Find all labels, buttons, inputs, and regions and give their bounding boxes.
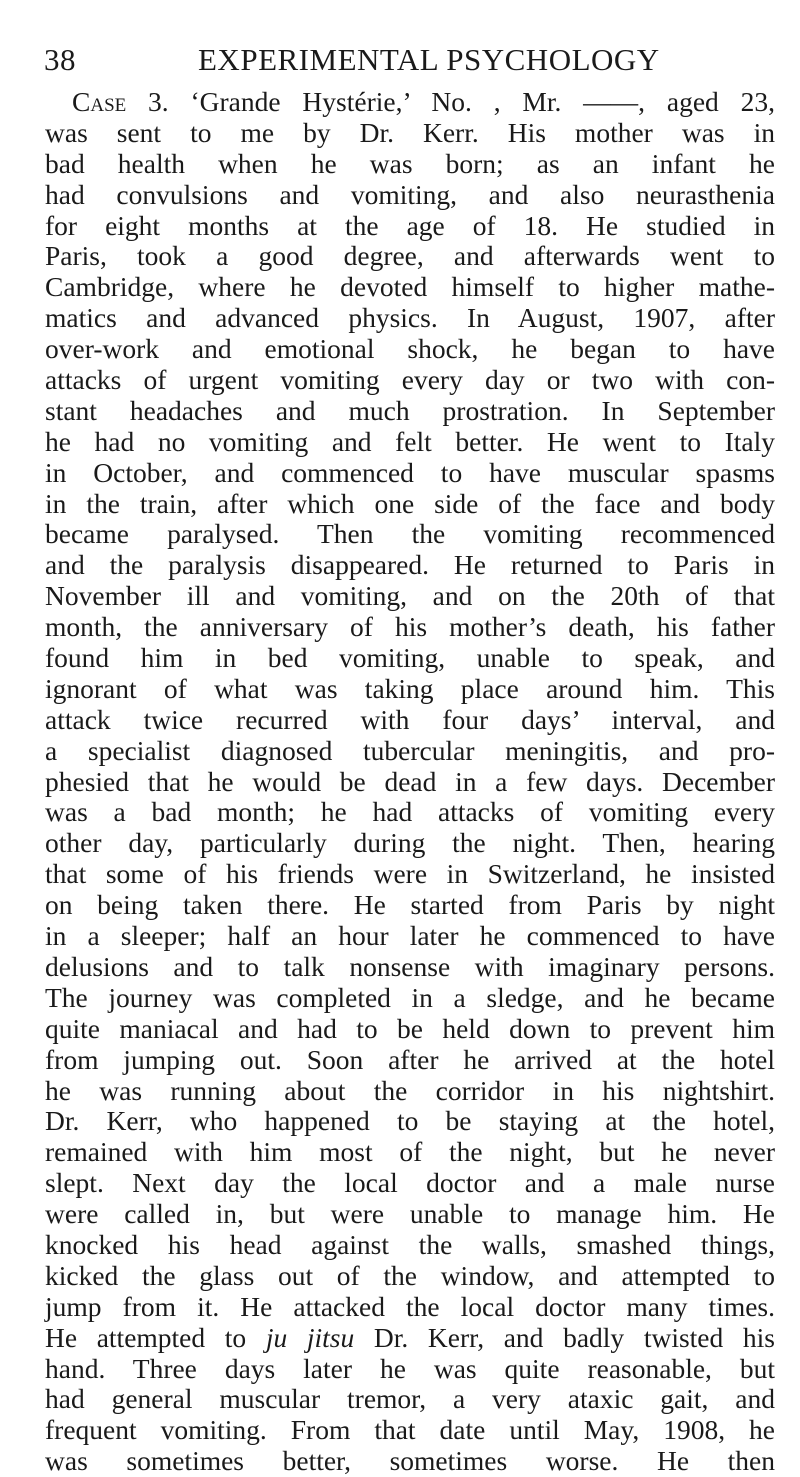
italic-term: ju jitsu	[265, 1321, 355, 1353]
paragraph-line: in a sleeper; half an hour later he commenced to have	[45, 920, 775, 952]
paragraph-line: The journey was completed in a sledge, and he became	[45, 981, 775, 1013]
running-head	[44, 40, 764, 80]
case-paragraph	[45, 87, 775, 1477]
paragraph-line: for eight months at the age of 18. He studied in	[45, 209, 775, 241]
paragraph-line: became paralysed. Then the vomiting recommenced	[45, 518, 775, 550]
paragraph-line: that some of his friends were in Switzerland, he insisted	[45, 858, 775, 890]
paragraph-line: frequent vomiting. From that date until May, 1908, he	[45, 1414, 775, 1446]
page-number: 38	[44, 42, 76, 77]
paragraph-line: on being taken there. He started from Paris by night	[45, 889, 775, 921]
paragraph-line: attacks of urgent vomiting every day or two with con-	[45, 364, 775, 396]
line-text: Dr. Kerr, and badly twisted his	[354, 1321, 775, 1353]
paragraph-line: had convulsions and vomiting, and also neurasthenia	[45, 178, 775, 210]
paragraph-line: a specialist diagnosed tubercular meningitis, and pro-	[45, 734, 775, 766]
paragraph-line: he had no vomiting and felt better. He went to Italy	[45, 425, 775, 457]
paragraph-line: delusions and to talk nonsense with imaginary persons.	[45, 950, 775, 982]
paragraph-line: in October, and commenced to have muscular spasms	[45, 456, 775, 488]
paragraph-line: jump from it. He attacked the local doctor many times.	[45, 1290, 775, 1322]
paragraph-line: remained with him most of the night, but he never	[45, 1136, 775, 1168]
paragraph-line: over-work and emotional shock, he began to have	[45, 333, 775, 365]
paragraph-line: bad health when he was born; as an infant he	[45, 147, 775, 179]
paragraph-line: were called in, but were unable to manage him. He	[45, 1198, 775, 1230]
paragraph-line: in the train, after which one side of the face and body	[45, 487, 775, 519]
paragraph-line: Cambridge, where he devoted himself to higher mathe-	[45, 271, 775, 303]
paragraph-line: Paris, took a good degree, and afterwards went to	[45, 240, 775, 272]
paragraph-line: from jumping out. Soon after he arrived at the hotel	[45, 1043, 775, 1075]
paragraph-line	[45, 1323, 775, 1354]
paragraph-line: was sent to me by Dr. Kerr. His mother was in	[45, 116, 775, 148]
paragraph-line: he was running about the corridor in his nightshirt.	[45, 1074, 775, 1106]
paragraph-line: and the paralysis disappeared. He returned to Paris in	[45, 549, 775, 581]
paragraph-line: found him in bed vomiting, unable to speak, and	[45, 642, 775, 674]
paragraph-line: phesied that he would be dead in a few days. December	[45, 765, 775, 797]
paragraph-line: attack twice recurred with four days’ interval, and	[45, 703, 775, 735]
paragraph-line: slept. Next day the local doctor and a male nurse	[45, 1167, 775, 1199]
paragraph-line: matics and advanced physics. In August, 1907, after	[45, 302, 775, 334]
paragraph-line	[45, 87, 775, 118]
paragraph-line: knocked his head against the walls, smashed things,	[45, 1228, 775, 1260]
paragraph-line: ignorant of what was taking place around him. This	[45, 672, 775, 704]
paragraph-line: kicked the glass out of the window, and attempted to	[45, 1259, 775, 1291]
paragraph-line: was sometimes better, sometimes worse. He then	[45, 1445, 775, 1477]
paragraph-line: quite maniacal and had to be held down to prevent him	[45, 1012, 775, 1044]
paragraph-line: month, the anniversary of his mother’s death, his father	[45, 611, 775, 643]
paragraph-line: November ill and vomiting, and on the 20th of that	[45, 580, 775, 612]
running-title: EXPERIMENTAL PSYCHOLOGY	[198, 42, 660, 77]
paragraph-line: had general muscular tremor, a very ataxic gait, and	[45, 1383, 775, 1415]
paragraph-line: other day, particularly during the night. Then, hearing	[45, 827, 775, 859]
paragraph-line: stant headaches and much prostration. In September	[45, 394, 775, 426]
case-label: Case 3.	[72, 86, 169, 117]
paragraph-line: hand. Three days later he was quite reasonable, but	[45, 1352, 775, 1384]
line-text: He attempted to	[45, 1321, 266, 1353]
line-text: ‘Grande Hystérie,’ No. , Mr. ——, aged 23,	[168, 86, 775, 117]
paragraph-line: was a bad month; he had attacks of vomiting every	[45, 796, 775, 828]
paragraph-line: Dr. Kerr, who happened to be staying at the hotel,	[45, 1105, 775, 1137]
